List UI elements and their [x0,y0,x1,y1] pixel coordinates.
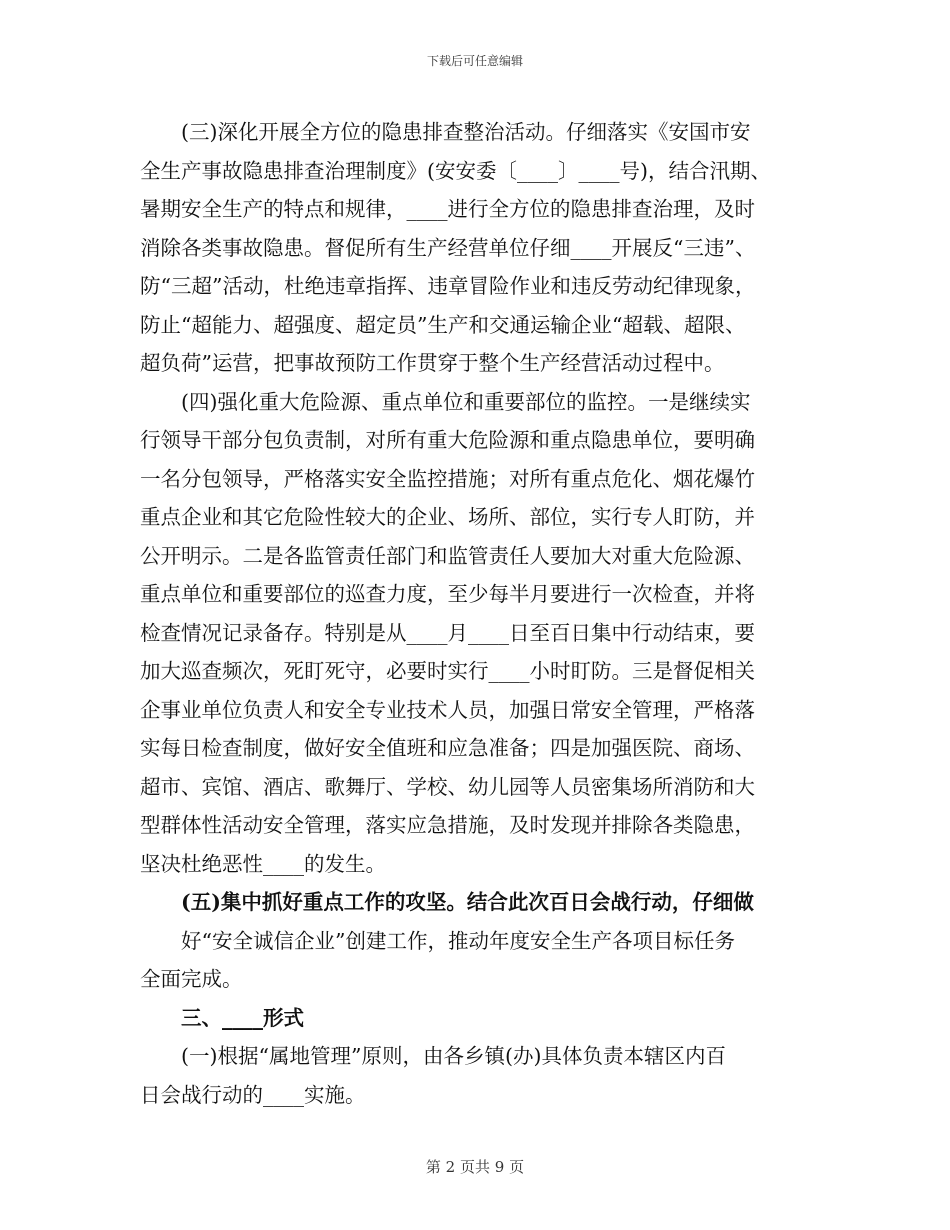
paragraph-line: 重点单位和重要部位的巡查力度，至少每半月要进行一次检查，并将 [140,582,755,606]
paragraph-line: 消除各类事故隐患。督促所有生产经营单位仔细____开展反“三违”、 [140,235,756,260]
paragraph-line: 检查情况记录备存。特别是从____月____日至百日集中行动结束，要 [140,620,755,645]
paragraph-line: 暑期安全生产的特点和规律，____进行全方位的隐患排查治理，及时 [140,197,755,221]
paragraph-line: 超市、宾馆、酒店、歌舞厅、学校、幼儿园等人员密集场所消防和大 [140,774,755,799]
paragraph-line: 全生产事故隐患排查治理制度》(安安委〔____〕____号)，结合汛期、 [140,158,771,183]
paragraph-line: 型群体性活动安全管理，落实应急措施，及时发现并排除各类隐患， [140,813,755,837]
paragraph-line: (一)根据“属地管理”原则，由各乡镇(办)具体负责本辖区内百 [140,1044,726,1068]
paragraph-line: 公开明示。二是各监管责任部门和监管责任人要加大对重大危险源、 [140,543,755,568]
page-number: 第 2 页共 9 页 [425,1158,525,1176]
page-header: 下载后可任意编辑 [426,54,523,68]
paragraph-line: 超负荷”运营，把事故预防工作贯穿于整个生产经营活动过程中。 [140,351,725,375]
paragraph-line: (四)强化重大危险源、重点单位和重要部位的监控。一是继续实 [140,389,751,414]
paragraph-line: 一名分包领导，严格落实安全监控措施；对所有重点危化、烟花爆竹 [140,466,755,491]
paragraph-line: 行领导干部分包负责制，对所有重大危险源和重点隐患单位，要明确 [140,428,755,452]
paragraph-line: 防“三超”活动，杜绝违章指挥、违章冒险作业和违反劳动纪律现象， [140,274,756,298]
paragraph-line: 企事业单位负责人和安全专业技术人员，加强日常安全管理，严格落 [140,697,755,722]
paragraph-line: 好“安全诚信企业”创建工作，推动年度安全生产各项目标任务 [140,928,735,953]
paragraph-line: 加大巡查频次，死盯死守，必要时实行____小时盯防。三是督促相关 [140,659,755,683]
paragraph-line: 重点企业和其它危险性较大的企业、场所、部位，实行专人盯防，并 [140,505,755,529]
paragraph-line: (三)深化开展全方位的隐患排查整治活动。仔细落实《安国市安 [140,120,751,144]
paragraph-line: 实每日检查制度，做好安全值班和应急准备；四是加强医院、商场、 [140,736,755,760]
section-heading-line: (五)集中抓好重点工作的攻坚。结合此次百日会战行动，仔细做 [140,890,754,914]
paragraph-line: 全面完成。 [140,967,243,991]
paragraph-line: 日会战行动的____实施。 [140,1082,366,1107]
paragraph-line: 坚决杜绝恶性____的发生。 [140,851,386,876]
section-heading-line: 三、____形式 [140,1005,304,1030]
document-body [140,113,805,1114]
paragraph-line: 防止“超能力、超强度、超定员”生产和交通运输企业“超载、超限、 [140,312,746,337]
